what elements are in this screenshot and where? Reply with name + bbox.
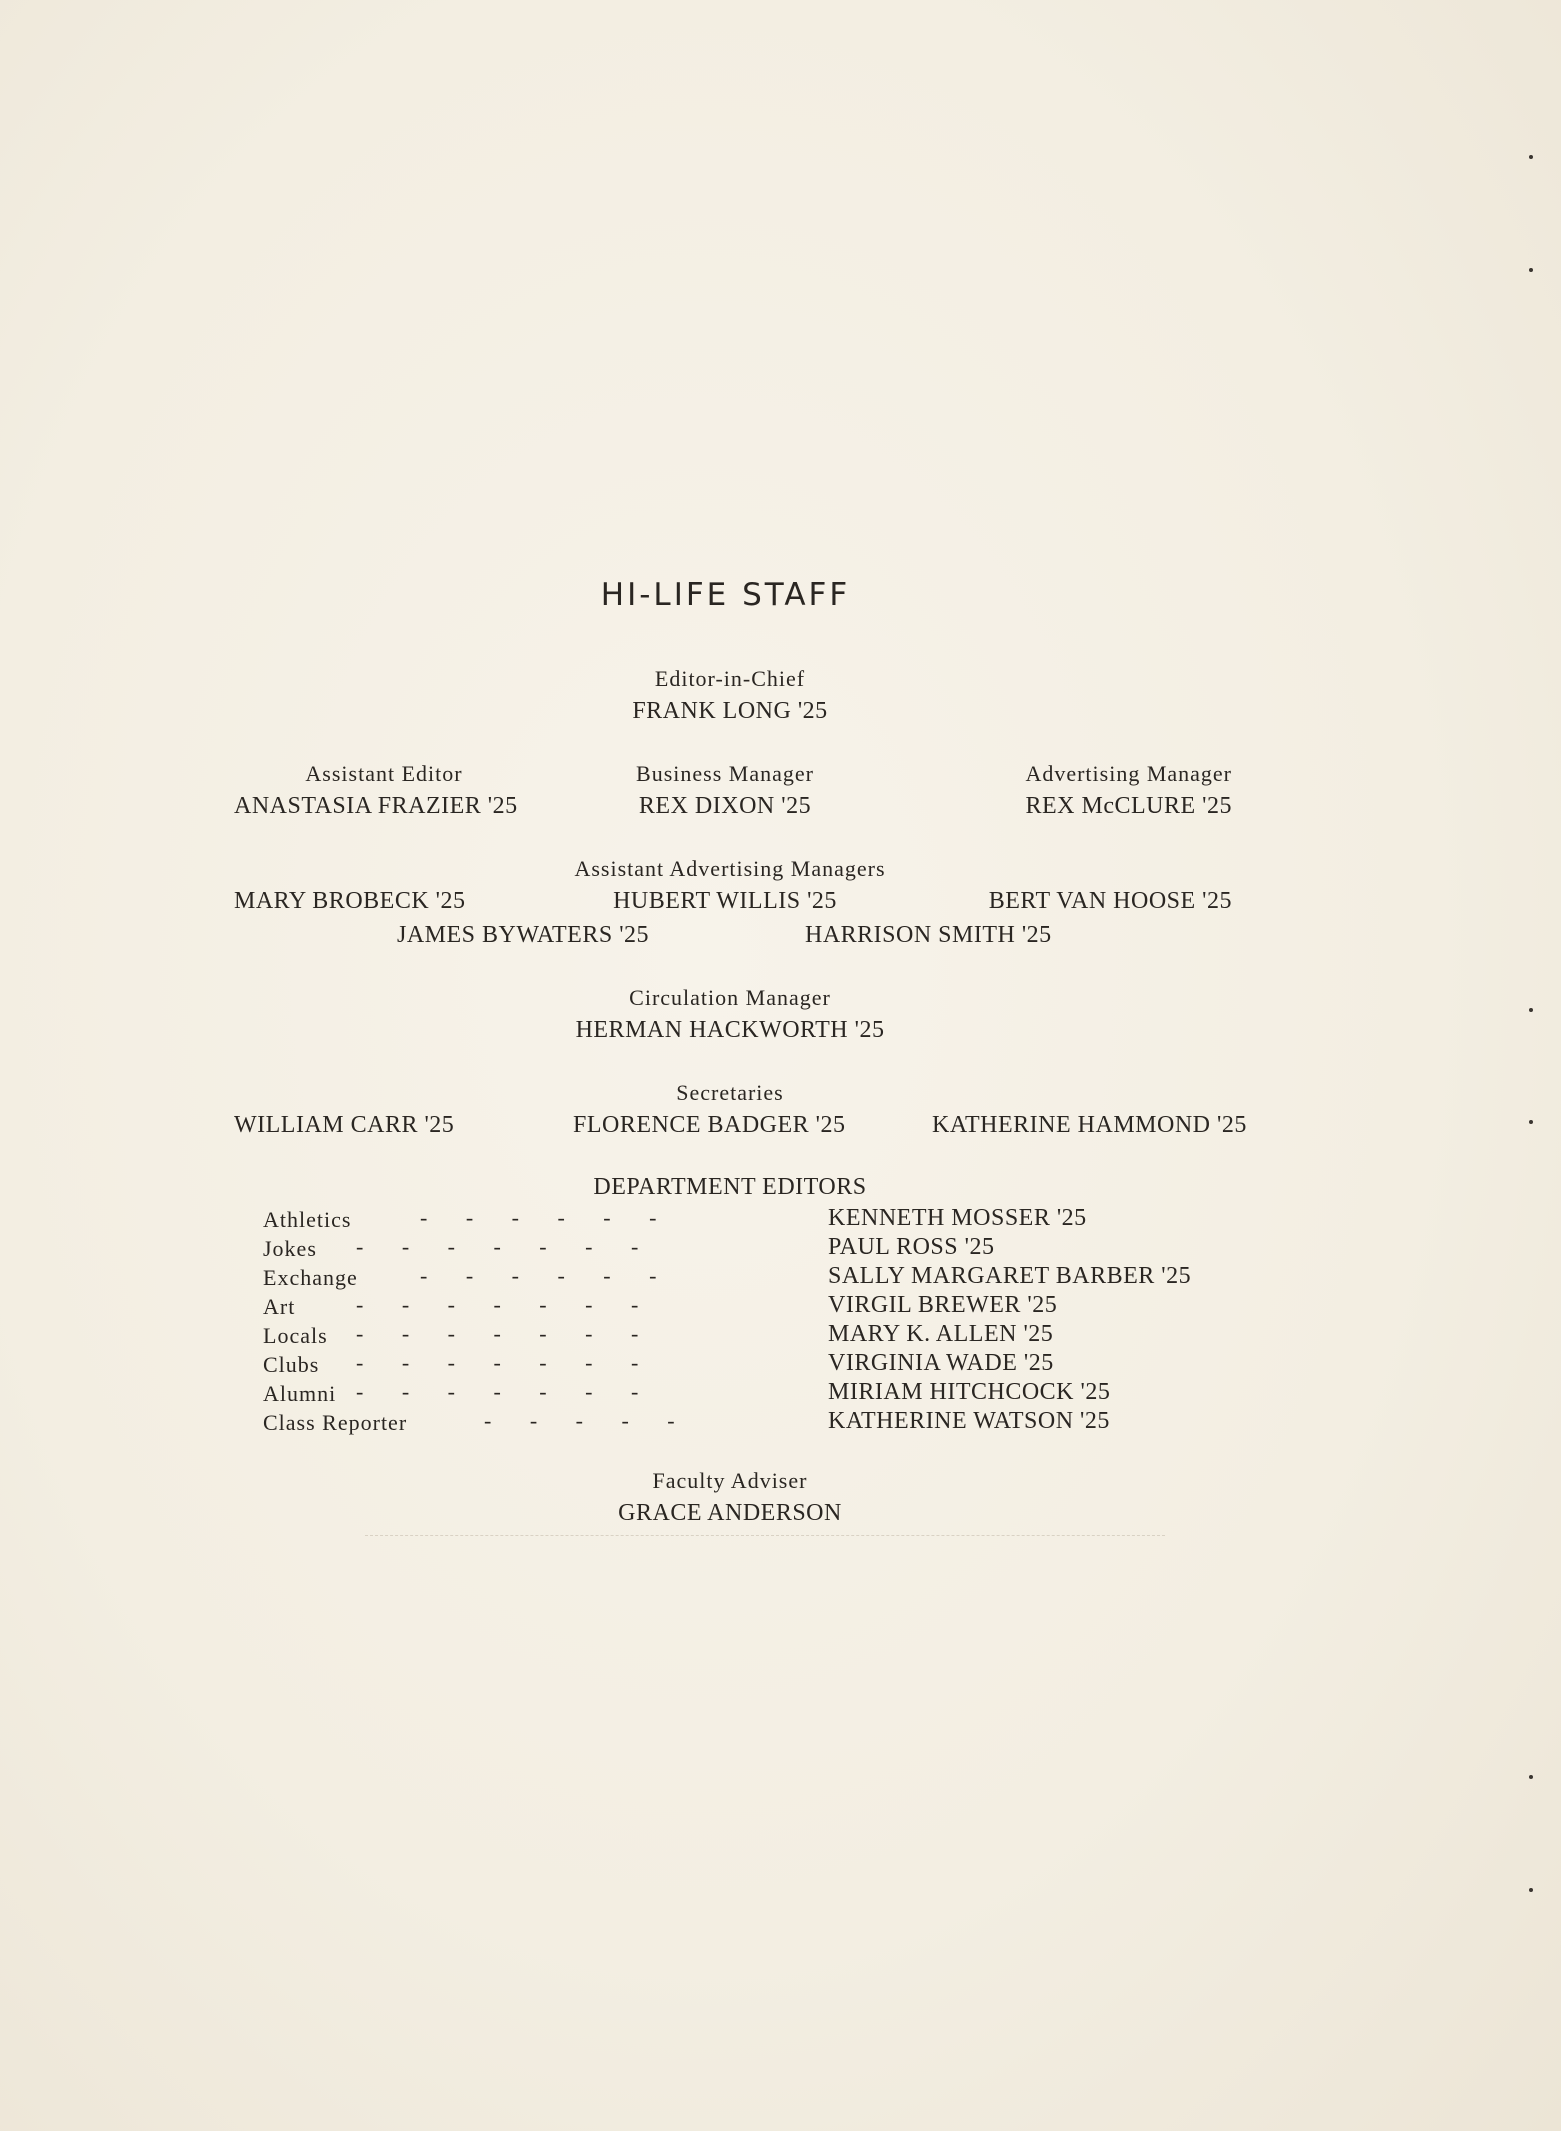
paper-speck <box>1529 1888 1533 1892</box>
advertising-manager-name: REX McCLURE '25 <box>1025 793 1232 819</box>
advertising-manager-role: Advertising Manager <box>1025 761 1232 786</box>
department-label: Alumni <box>263 1381 337 1406</box>
assistant-advertising-name: HUBERT WILLIS '25 <box>613 888 837 914</box>
leader-dashes: - - - - - - - <box>356 1292 639 1317</box>
department-editor-name: KENNETH MOSSER '25 <box>828 1205 1087 1231</box>
leader-dashes: - - - - - <box>484 1408 675 1433</box>
paper-speck <box>1529 268 1533 272</box>
leader-dashes: - - - - - - <box>420 1263 657 1288</box>
business-manager-name: REX DIXON '25 <box>638 793 812 819</box>
leader-dashes: - - - - - - - <box>356 1234 639 1259</box>
secretary-name: KATHERINE HAMMOND '25 <box>932 1112 1247 1138</box>
assistant-advertising-name: BERT VAN HOOSE '25 <box>988 888 1232 914</box>
department-label: Locals <box>263 1323 328 1348</box>
department-editor-name: VIRGIL BREWER '25 <box>828 1292 1058 1318</box>
department-editor-name: MARY K. ALLEN '25 <box>828 1321 1054 1347</box>
leader-dashes: - - - - - - - <box>356 1350 639 1375</box>
department-label: Class Reporter <box>263 1410 408 1435</box>
department-editor-name: KATHERINE WATSON '25 <box>828 1408 1110 1434</box>
secretary-name: WILLIAM CARR '25 <box>234 1112 455 1138</box>
faculty-adviser-name: GRACE ANDERSON <box>618 1500 842 1526</box>
department-label: Jokes <box>263 1236 317 1261</box>
circulation-manager-role: Circulation Manager <box>629 985 831 1010</box>
department-label: Clubs <box>263 1352 320 1377</box>
department-label: Art <box>263 1294 296 1319</box>
department-editor-name: PAUL ROSS '25 <box>828 1234 995 1260</box>
leader-dashes: - - - - - - - <box>356 1321 639 1346</box>
paper-speck <box>1529 1775 1533 1779</box>
editor-in-chief-role: Editor-in-Chief <box>654 666 806 691</box>
department-editor-name: VIRGINIA WADE '25 <box>828 1350 1054 1376</box>
paper-speck <box>1529 155 1533 159</box>
faint-divider-rule <box>365 1535 1165 1536</box>
department-editor-name: SALLY MARGARET BARBER '25 <box>828 1263 1192 1289</box>
leader-dashes: - - - - - - - <box>356 1379 639 1404</box>
editor-in-chief-name: FRANK LONG '25 <box>632 698 828 724</box>
leader-dashes: - - - - - - <box>420 1205 657 1230</box>
assistant-advertising-name: MARY BROBECK '25 <box>234 888 466 914</box>
assistant-editor-role: Assistant Editor <box>305 761 463 786</box>
paper-speck <box>1529 1008 1533 1012</box>
department-label: Exchange <box>263 1265 358 1290</box>
assistant-advertising-role: Assistant Advertising Managers <box>574 856 886 881</box>
assistant-editor-name: ANASTASIA FRAZIER '25 <box>234 793 518 819</box>
secretary-name: FLORENCE BADGER '25 <box>573 1112 846 1138</box>
page-title: HI-LIFE STAFF <box>600 577 851 613</box>
paper-speck <box>1529 1120 1533 1124</box>
department-editor-name: MIRIAM HITCHCOCK '25 <box>828 1379 1111 1405</box>
faculty-adviser-role: Faculty Adviser <box>652 1468 808 1493</box>
department-label: Athletics <box>263 1207 352 1232</box>
secretaries-role: Secretaries <box>676 1080 784 1105</box>
business-manager-role: Business Manager <box>636 761 814 786</box>
assistant-advertising-name: HARRISON SMITH '25 <box>805 922 1052 948</box>
department-editors-heading: DEPARTMENT EDITORS <box>593 1174 867 1200</box>
assistant-advertising-name: JAMES BYWATERS '25 <box>397 922 650 948</box>
circulation-manager-name: HERMAN HACKWORTH '25 <box>575 1017 885 1043</box>
